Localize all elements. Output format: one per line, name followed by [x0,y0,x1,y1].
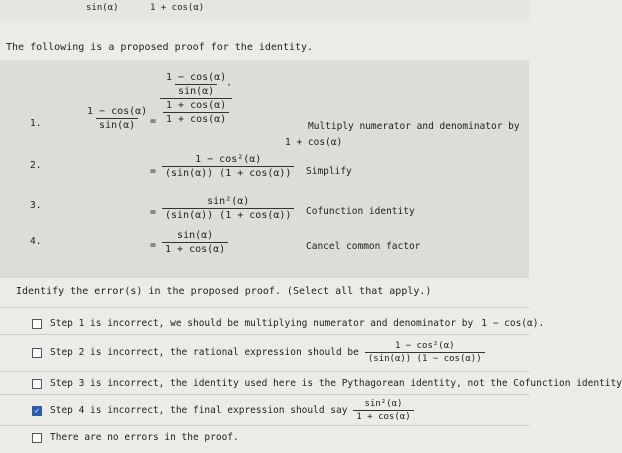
option-step1-expr: 1 − cos(α). [481,318,545,329]
step4-expression [162,230,228,255]
header-fragment-right: 1 + cos(α) [150,3,205,13]
step2-reason: Simplify [306,166,352,177]
step3-fraction: $\frac{\text{sin²(α)}}{(\sin(\alpha)) (1 + \cos(\alpha))}$ [162,196,294,221]
step2-equals: = [150,166,157,177]
step4-equals: = [150,240,157,251]
option-step3[interactable] [32,378,622,389]
step1-reason-line2: 1 + cos(α) [285,137,343,148]
option-step4-label: Step 4 is incorrect, the final expression should say [50,405,348,416]
option-step4[interactable] [32,399,414,422]
step1-equals: = [150,116,157,127]
option-step2-label: Step 2 is incorrect, the rational expression should be [50,347,359,358]
step3-expression [162,196,294,221]
intro-text: The following is a proposed proof for the identity. [6,42,314,53]
step4-fraction: $\frac{\sin(\alpha)}{1 + \cos(\alpha)}$ [162,230,228,255]
separator [0,334,529,335]
separator [0,425,529,426]
header-fragment-left: sin(α) [86,3,119,13]
question-text: Identify the error(s) in the proposed proof. (Select all that apply.) [16,286,432,297]
separator [0,371,529,372]
step1-rhs-fraction [160,72,232,125]
option-no-errors-checkbox[interactable] [32,433,42,443]
option-step3-checkbox[interactable] [32,379,42,389]
step1-rhs-factor: $\frac{1 + \cos(\alpha)}{1 + \cos(\alpha)}$ [163,100,229,125]
option-no-errors-label: There are no errors in the proof. [50,432,239,443]
option-step2-fraction: $\frac{\text{1 − cos²(α)}}{(\sin(\alpha)) (1 - \cos(\alpha))}$ [365,341,485,364]
option-step1[interactable] [32,318,544,329]
step2-expression [162,154,294,179]
option-step1-checkbox[interactable] [32,319,42,329]
option-step4-checkbox[interactable]: ✓ [32,406,42,416]
step3-reason: Cofunction identity [306,206,415,217]
step1-reason-line1: Multiply numerator and denominator by [308,121,520,132]
separator [0,307,529,308]
option-step2[interactable] [32,341,485,364]
step1-rhs-inner-num: $\frac{1 - \cos(\alpha)}{\sin(\alpha)}$ [166,72,227,97]
top-strip [0,0,529,20]
step2-number: 2. [30,160,42,171]
option-no-errors[interactable] [32,432,239,443]
separator [0,394,529,395]
step3-number: 3. [30,200,42,211]
step1-number: 1. [30,118,42,129]
step4-reason: Cancel common factor [306,241,421,252]
step1-lhs-den: sin(α) [96,118,138,131]
option-step1-label: Step 1 is incorrect, we should be multiplying numerator and denominator by [50,318,474,329]
option-step3-label: Step 3 is incorrect, the identity used here is the Pythagorean identity, not the Cofunction identity [50,378,622,389]
step3-equals: = [150,207,157,218]
step1-lhs-fraction [84,106,150,131]
option-step2-checkbox[interactable] [32,348,42,358]
option-step4-fraction: $\frac{\text{sin²(α)}}{1 + \cos(\alpha)}$ [353,399,413,422]
step4-number: 4. [30,236,42,247]
step1-lhs [84,106,150,131]
step1-lhs-num: 1 − cos(α) [87,106,148,117]
step1-rhs [160,72,232,125]
step1-dot: · [226,80,233,91]
step2-fraction: $\frac{\text{1 − cos²(α)}}{(\sin(\alpha)) (1 + \cos(\alpha))}$ [162,154,294,179]
